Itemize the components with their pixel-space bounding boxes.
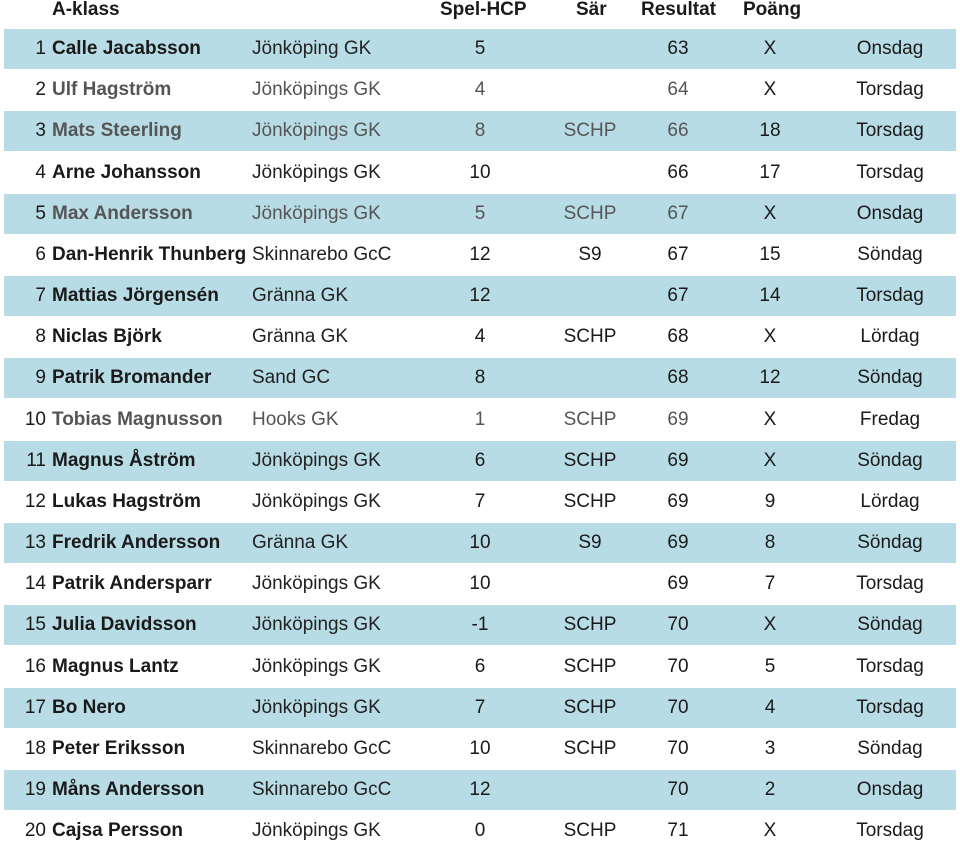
poang-cell: X [763,202,777,224]
table-row [4,358,956,398]
player-name: Lukas Hagström [52,490,201,512]
poang-cell: 14 [759,285,781,307]
spel-hcp-cell: -1 [471,614,489,636]
table-row [4,482,956,522]
spel-hcp-cell: 10 [469,737,491,759]
table-row [4,688,956,728]
table-row [4,441,956,481]
club-name: Jönköpings GK [252,820,381,842]
day-cell: Söndag [857,243,923,265]
spel-hcp-cell: 6 [474,449,486,471]
sar-cell: SCHP [563,820,617,842]
sar-cell: SCHP [563,614,617,636]
day-cell: Onsdag [856,38,924,59]
poang-cell: 5 [764,655,776,677]
resultat-cell: 69 [667,449,689,471]
header-poang: Poäng [743,0,802,20]
table-row [4,70,956,110]
club-name: Jönköpings GK [252,573,381,595]
spel-hcp-cell: 10 [469,573,491,595]
player-name: Mattias Jörgensén [52,285,219,307]
table-row [4,647,956,687]
table-row [4,564,956,604]
poang-cell: 15 [759,243,781,265]
player-name: Mats Steerling [52,120,182,142]
rank-cell: 6 [35,243,46,265]
rank-cell: 17 [24,696,46,718]
player-name: Magnus Lantz [52,655,179,677]
sar-cell: SCHP [563,696,617,718]
club-name: Sand GC [252,367,331,389]
spel-hcp-cell: 10 [469,532,491,554]
poang-cell: X [763,326,777,348]
table-row [4,276,956,316]
poang-cell: 4 [764,696,776,718]
table-row [4,523,956,563]
poang-cell: 12 [759,367,781,389]
resultat-cell: 63 [667,38,689,59]
sar-cell: SCHP [563,408,617,430]
club-name: Jönköpings GK [252,614,381,636]
poang-cell: 8 [764,532,776,554]
resultat-cell: 69 [667,408,689,430]
club-name: Gränna GK [252,285,349,307]
club-name: Jönköpings GK [252,79,381,101]
results-table [4,29,956,852]
player-name: Arne Johansson [52,161,201,183]
club-name: Skinnarebo GcC [252,737,392,759]
poang-cell: 17 [759,161,781,183]
poang-cell: X [763,449,777,471]
club-name: Jönköpings GK [252,161,381,183]
club-name: Jönköpings GK [252,490,381,512]
day-cell: Söndag [857,367,923,389]
resultat-cell: 69 [667,573,689,595]
spel-hcp-cell: 12 [469,779,491,801]
resultat-cell: 68 [667,367,689,389]
poang-cell: 7 [764,573,776,595]
day-cell: Onsdag [856,779,924,801]
day-cell: Söndag [857,449,923,471]
resultat-cell: 66 [667,120,689,142]
spel-hcp-cell: 7 [474,490,486,512]
club-name: Gränna GK [252,326,349,348]
resultat-cell: 70 [667,614,689,636]
resultat-cell: 70 [667,696,689,718]
rank-cell: 2 [35,79,46,101]
table-row [4,235,956,275]
resultat-cell: 67 [667,202,689,224]
player-name: Fredrik Andersson [52,532,221,554]
spel-hcp-cell: 4 [474,326,486,348]
spel-hcp-cell: 8 [474,120,486,142]
table-row [4,317,956,357]
class-title: A-klass [52,0,120,20]
player-name: Julia Davidsson [52,614,197,636]
table-row [4,605,956,645]
club-name: Jönköping GK [252,38,372,59]
rank-cell: 19 [24,779,46,801]
day-cell: Fredag [859,408,921,430]
spel-hcp-cell: 5 [474,38,486,59]
sar-cell: SCHP [563,120,617,142]
rank-cell: 5 [35,202,46,224]
sar-cell: SCHP [563,655,617,677]
resultat-cell: 71 [667,820,689,842]
spel-hcp-cell: 6 [474,655,486,677]
spel-hcp-cell: 12 [469,285,491,307]
player-name: Cajsa Persson [52,820,183,842]
table-row [4,400,956,440]
rank-cell: 20 [24,820,46,842]
rank-cell: 11 [26,449,46,471]
day-cell: Torsdag [856,79,924,101]
poang-cell: X [763,820,777,842]
club-name: Jönköpings GK [252,202,381,224]
club-name: Jönköpings GK [252,655,381,677]
player-name: Tobias Magnusson [52,408,223,430]
rank-cell: 15 [24,614,46,636]
sar-cell: SCHP [563,490,617,512]
rank-cell: 1 [35,38,46,59]
club-name: Skinnarebo GcC [252,779,392,801]
rank-cell: 13 [24,532,46,554]
club-name: Gränna GK [252,532,349,554]
sar-cell: SCHP [563,326,617,348]
player-name: Niclas Björk [52,326,162,348]
poang-cell: 3 [764,737,776,759]
day-cell: Lördag [860,326,920,348]
day-cell: Torsdag [856,573,924,595]
club-name: Jönköpings GK [252,120,381,142]
day-cell: Lördag [860,490,920,512]
rank-cell: 14 [24,573,46,595]
table-row [4,770,956,810]
poang-cell: 18 [759,120,781,142]
player-name: Calle Jacabsson [52,38,201,59]
resultat-cell: 69 [667,532,689,554]
resultat-cell: 70 [667,737,689,759]
resultat-cell: 70 [667,655,689,677]
header-spel-hcp: Spel-HCP [440,0,527,20]
day-cell: Torsdag [856,285,924,307]
player-name: Magnus Åström [52,449,196,471]
sar-cell: SCHP [563,202,617,224]
rank-cell: 8 [35,326,46,348]
table-row [4,194,956,234]
rank-cell: 3 [35,120,46,142]
resultat-cell: 69 [667,490,689,512]
spel-hcp-cell: 10 [469,161,491,183]
sar-cell: S9 [578,243,602,265]
player-name: Patrik Bromander [52,367,212,389]
club-name: Jönköpings GK [252,449,381,471]
player-name: Måns Andersson [52,779,205,801]
table-row [4,811,956,851]
rank-cell: 12 [24,490,46,512]
resultat-cell: 67 [667,243,689,265]
club-name: Hooks GK [252,408,339,430]
day-cell: Söndag [857,614,923,636]
spel-hcp-cell: 7 [474,696,486,718]
rank-cell: 18 [24,737,46,759]
resultat-cell: 70 [667,779,689,801]
table-row [4,111,956,151]
table-row [4,153,956,193]
spel-hcp-cell: 12 [469,243,491,265]
resultat-cell: 64 [667,79,689,101]
rank-cell: 7 [35,285,46,307]
player-name: Peter Eriksson [52,737,186,759]
player-name: Patrik Andersparr [52,573,212,595]
day-cell: Torsdag [856,161,924,183]
poang-cell: 9 [764,490,776,512]
rank-cell: 4 [35,161,46,183]
resultat-cell: 67 [667,285,689,307]
poang-cell: 2 [764,779,776,801]
rank-cell: 10 [24,408,46,430]
resultat-cell: 66 [667,161,689,183]
table-row [4,29,956,69]
poang-cell: X [763,614,777,636]
player-name: Bo Nero [52,696,126,718]
spel-hcp-cell: 8 [474,367,486,389]
player-name: Max Andersson [52,202,193,224]
header-resultat: Resultat [641,0,716,20]
rank-cell: 16 [24,655,46,677]
poang-cell: X [763,38,777,59]
spel-hcp-cell: 0 [474,820,486,842]
rank-cell: 9 [35,367,46,389]
poang-cell: X [763,408,777,430]
sar-cell: SCHP [563,449,617,471]
club-name: Skinnarebo GcC [252,243,392,265]
spel-hcp-cell: 4 [474,79,486,101]
spel-hcp-cell: 1 [474,408,486,430]
player-name: Dan-Henrik Thunberg [52,243,247,265]
sar-cell: S9 [578,532,602,554]
day-cell: Torsdag [856,696,924,718]
sar-cell: SCHP [563,737,617,759]
spel-hcp-cell: 5 [474,202,486,224]
day-cell: Onsdag [856,202,924,224]
club-name: Jönköpings GK [252,696,381,718]
day-cell: Torsdag [856,820,924,842]
resultat-cell: 68 [667,326,689,348]
header-sar: Sär [576,0,607,20]
poang-cell: X [763,79,777,101]
day-cell: Torsdag [856,120,924,142]
day-cell: Söndag [857,737,923,759]
player-name: Ulf Hagström [52,79,172,101]
day-cell: Söndag [857,532,923,554]
table-row [4,729,956,769]
day-cell: Torsdag [856,655,924,677]
table-header [0,0,960,24]
